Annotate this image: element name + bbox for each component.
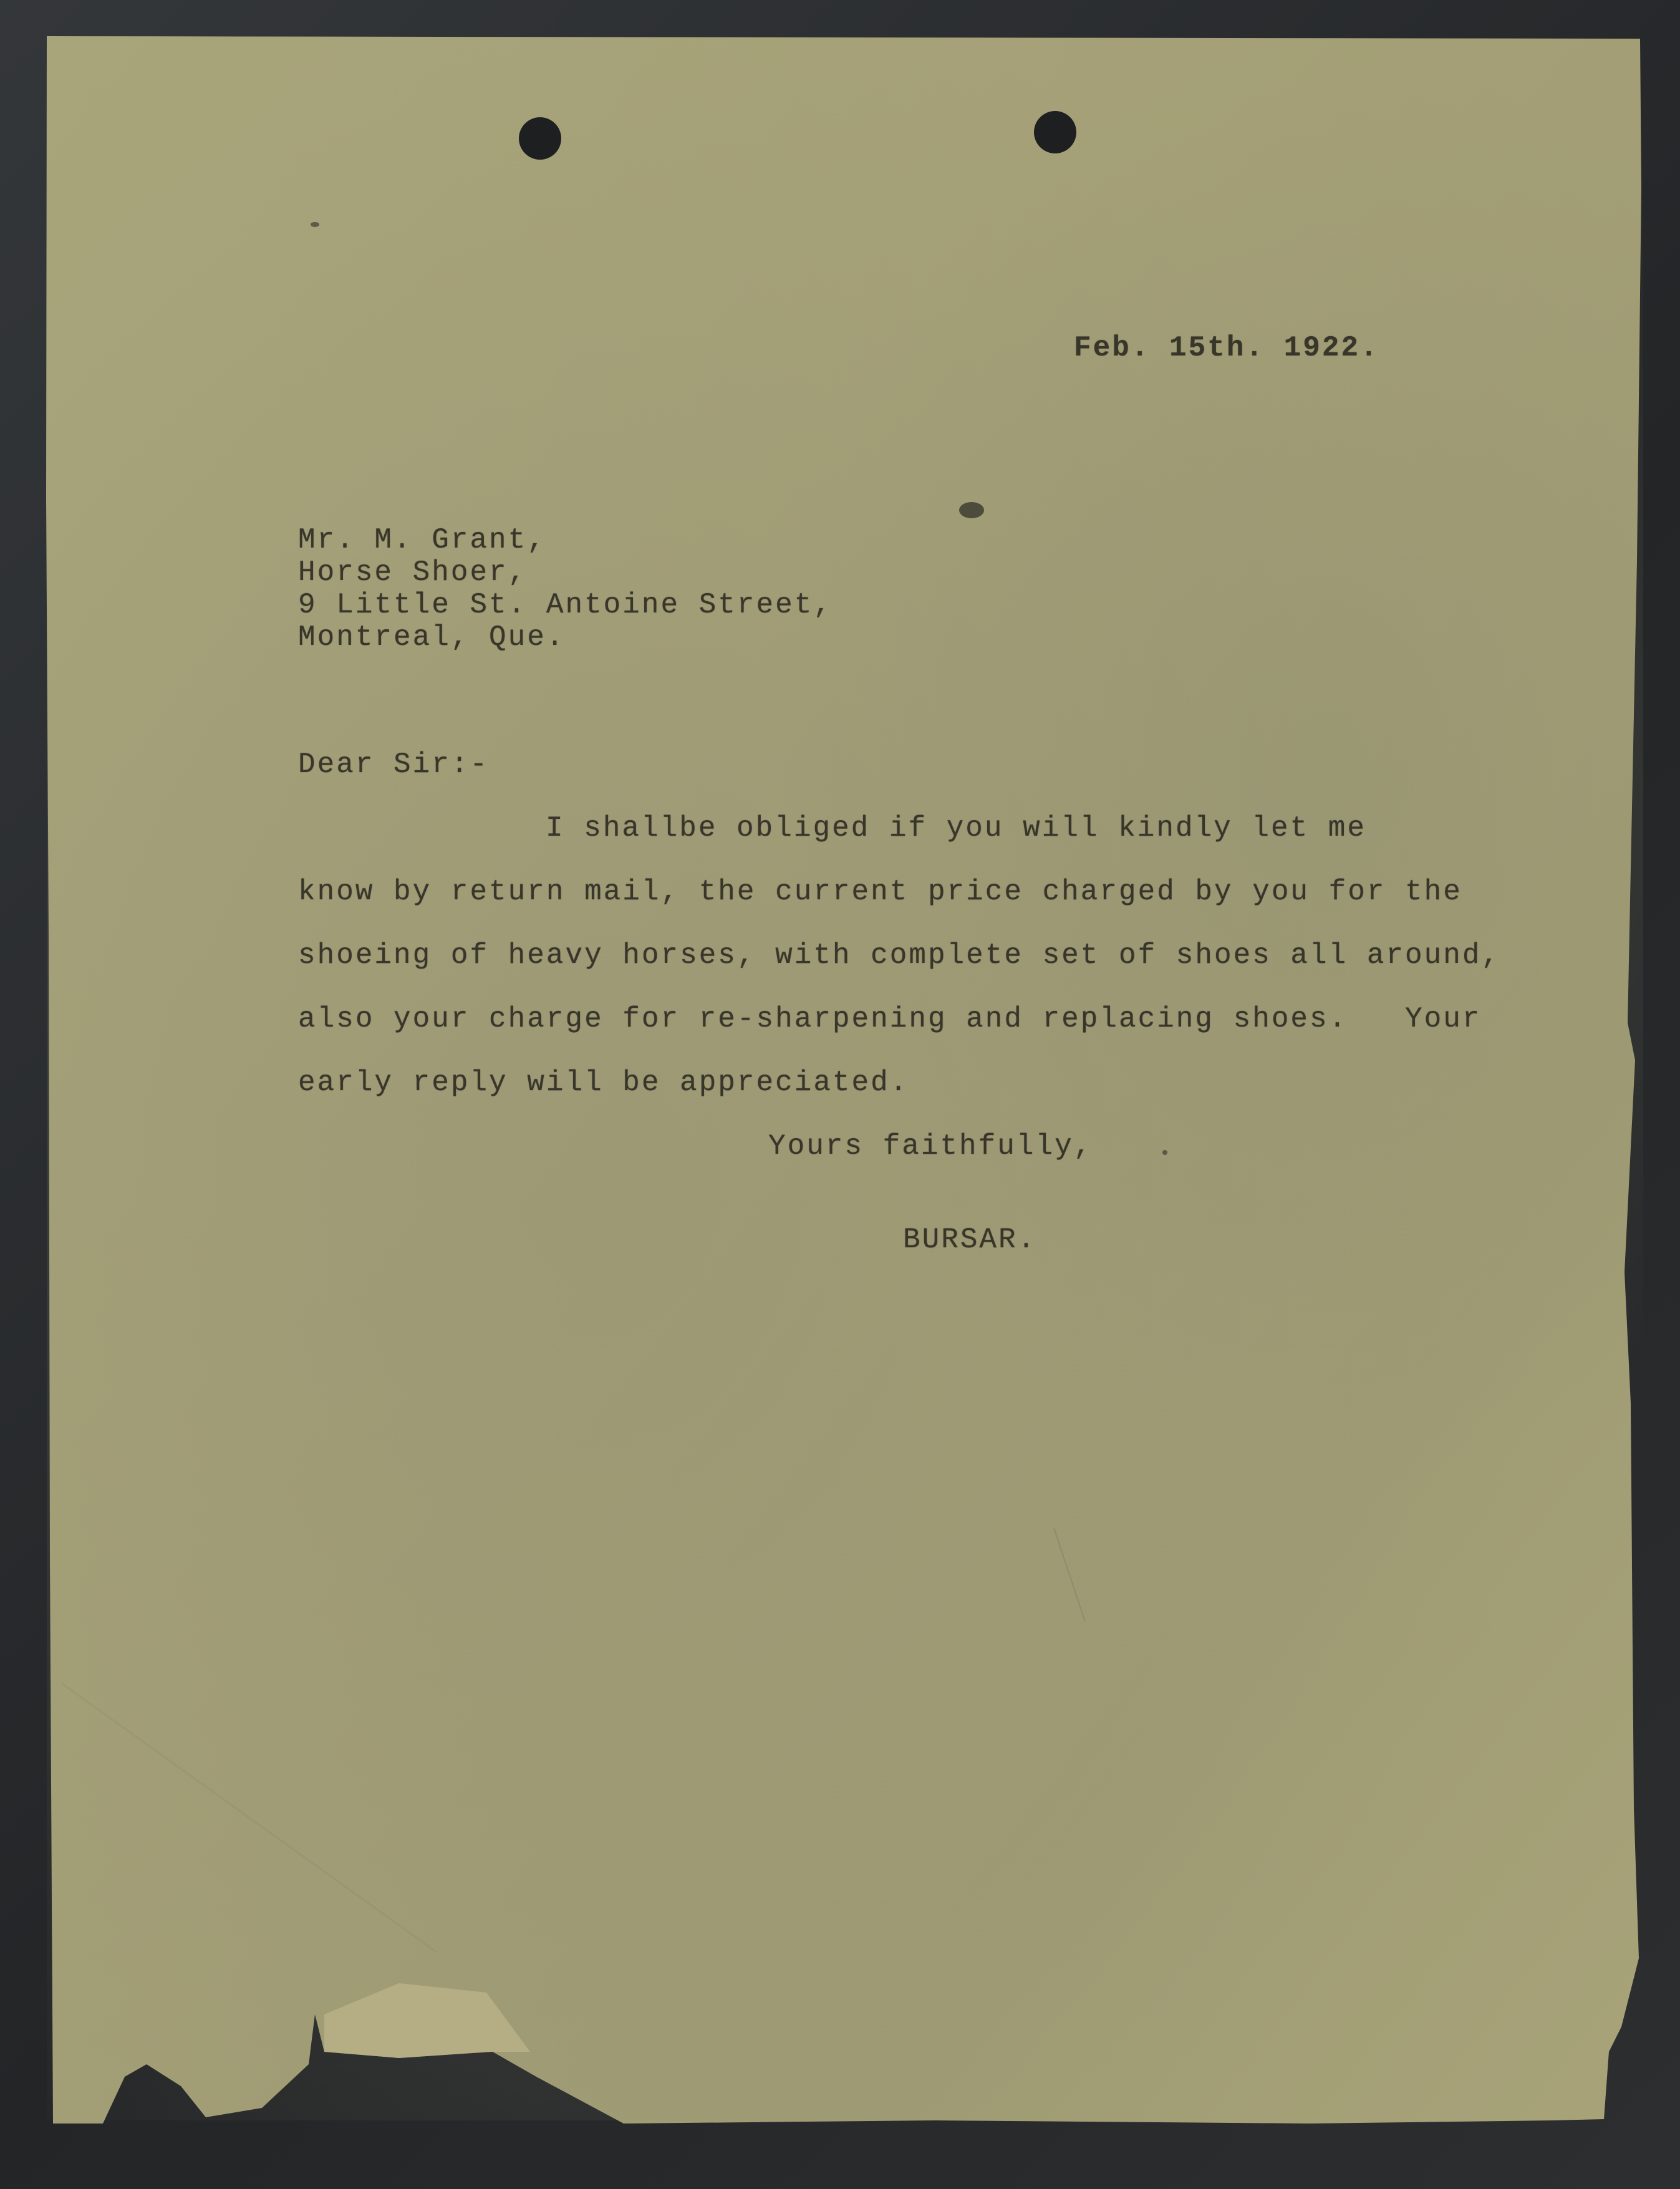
ink-speck <box>1162 1150 1167 1155</box>
ink-blot <box>959 502 984 518</box>
signature: BURSAR. <box>903 1224 1037 1256</box>
body-line: early reply will be appreciated. <box>298 1066 909 1099</box>
recipient-city: Montreal, Que. <box>298 621 566 654</box>
punch-hole <box>519 117 561 160</box>
punch-hole <box>1034 111 1076 153</box>
body-line: also your charge for re-sharpening and replacing shoes. Your <box>298 1003 1482 1035</box>
salutation: Dear Sir:- <box>298 748 490 781</box>
body-line: know by return mail, the current price charged by you for the <box>298 876 1462 908</box>
body-line: shoeing of heavy horses, with complete set of shoes all around, <box>298 939 1501 972</box>
closing: Yours faithfully, <box>768 1130 1093 1162</box>
recipient-street: 9 Little St. Antoine Street, <box>298 589 833 621</box>
letter-date: Feb. 15th. 1922. <box>1074 332 1379 364</box>
body-line: I shallbe obliged if you will kindly let me <box>546 812 1366 844</box>
recipient-name: Mr. M. Grant, <box>298 524 546 556</box>
recipient-occupation: Horse Shoer, <box>298 556 528 589</box>
ink-speck <box>311 222 319 227</box>
